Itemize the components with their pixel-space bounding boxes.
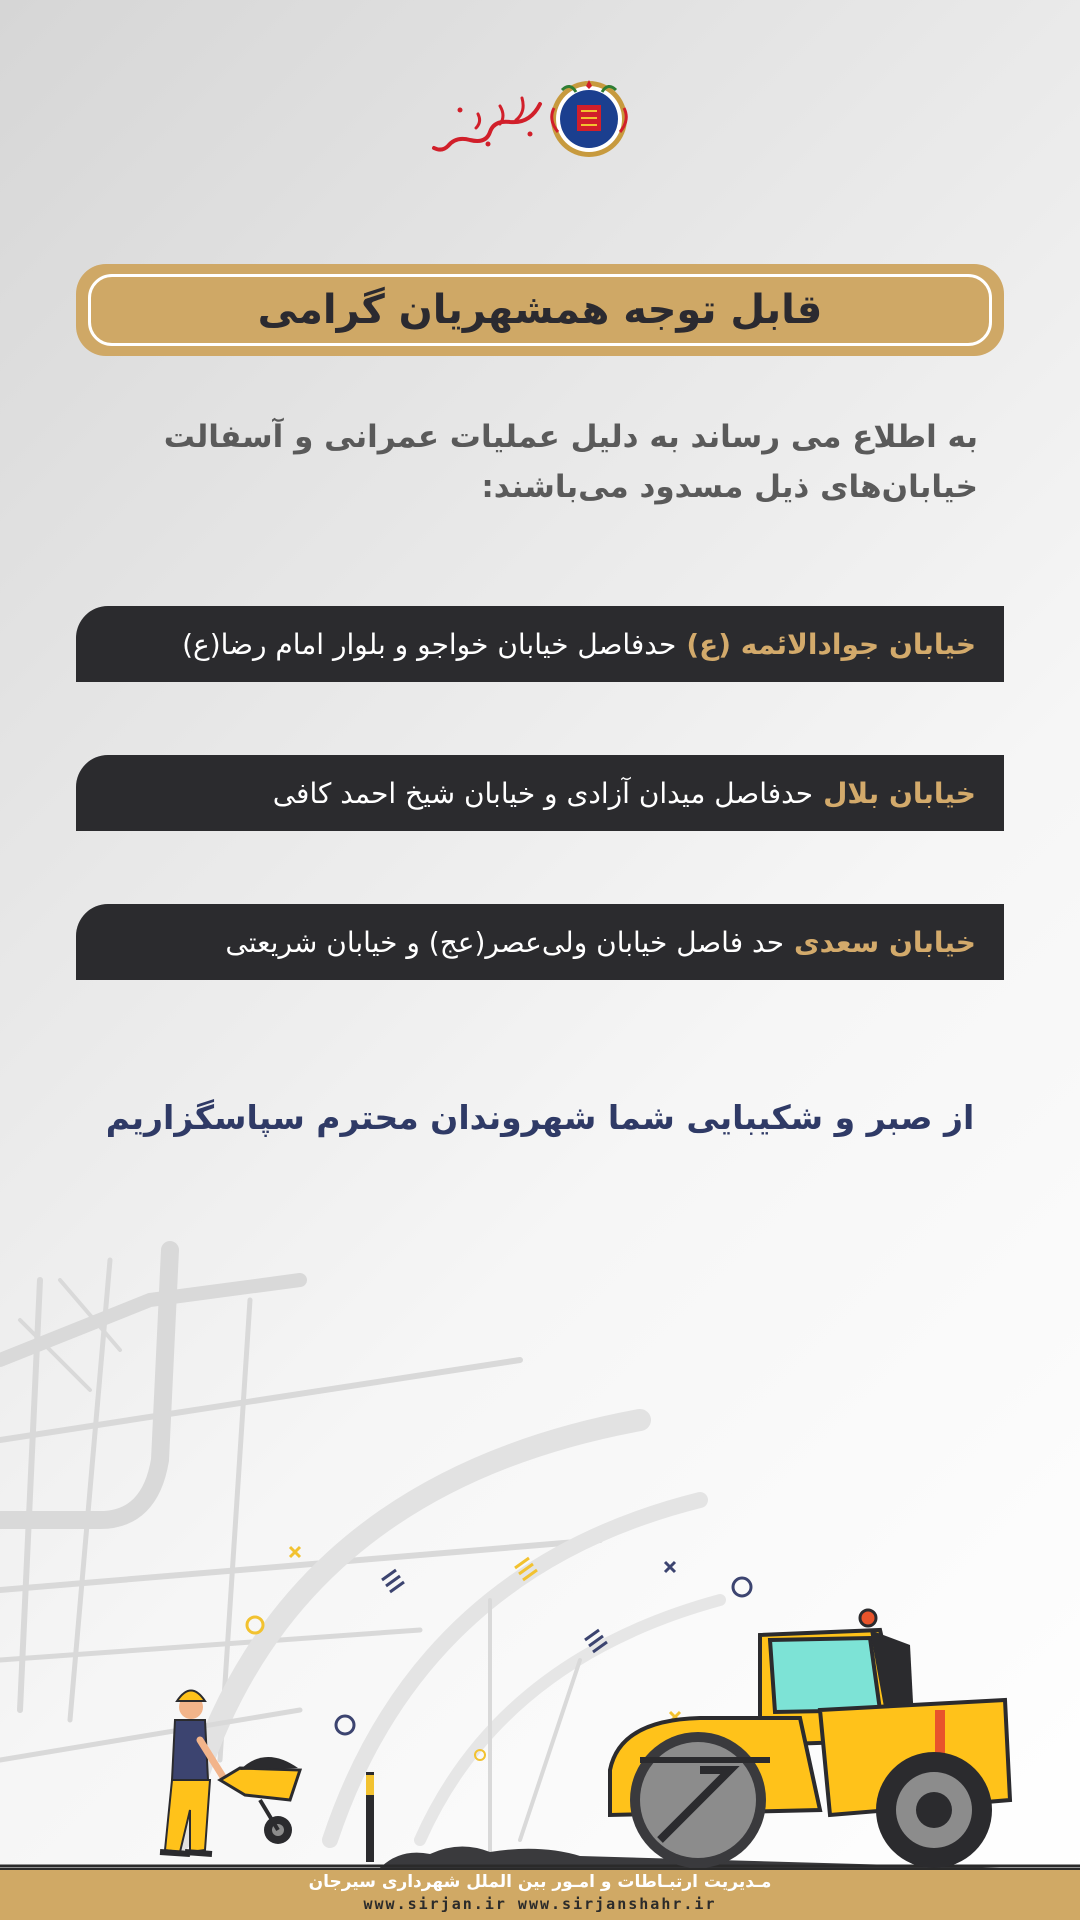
street-name: خیابان بلال: [823, 776, 976, 810]
construction-illustration: [0, 1240, 1080, 1868]
street-name: خیابان جوادالائمه (ع): [686, 627, 976, 661]
city-name-script-icon: [430, 90, 548, 154]
thanks-message: از صبر و شکیبایی شما شهروندان محترم سپاسگزاریم: [105, 1098, 975, 1137]
cross-decoration-icon: [665, 1562, 675, 1572]
circle-decoration-icon: [247, 1617, 263, 1633]
hatch-decoration-icon: [382, 1570, 404, 1592]
page-title: قابل توجه همشهریان گرامی: [257, 287, 823, 333]
street-name: خیابان سعدی: [794, 925, 976, 959]
street-item: [76, 904, 1004, 980]
footer: [0, 1868, 1080, 1920]
title-banner: [76, 264, 1004, 356]
street-item: [76, 755, 1004, 831]
emblem-icon: [548, 78, 630, 160]
footer-org: مـدیریت ارتبـاطات و امـور بین الملل شهرداری سیرجان: [308, 1872, 772, 1892]
circle-decoration-icon: [336, 1716, 354, 1734]
street-item: [76, 606, 1004, 682]
marker-post-flag: [366, 1775, 374, 1795]
street-range: حدفاصل خیابان خواجو و بلوار امام رضا(ع): [182, 627, 677, 661]
footer-websites: www.sirjan.ir www.sirjanshahr.ir: [363, 1895, 717, 1913]
wheelbarrow-icon: [220, 1757, 300, 1844]
road-roller-icon: [610, 1610, 1010, 1868]
cross-decoration-icon: [290, 1547, 300, 1557]
title-frame: [88, 274, 992, 346]
intro-text: به اطلاع می رساند به دلیل عملیات عمرانی و آسفالت خیابان‌های ذیل مسدود می‌باشند:: [163, 419, 978, 505]
municipality-logo: [430, 78, 650, 160]
street-range: حدفاصل میدان آزادی و خیابان شیخ احمد کافی: [272, 776, 814, 810]
circle-decoration-icon: [733, 1578, 751, 1596]
street-range: حد فاصل خیابان ولی‌عصر(عج) و خیابان شریعتی: [225, 925, 785, 959]
